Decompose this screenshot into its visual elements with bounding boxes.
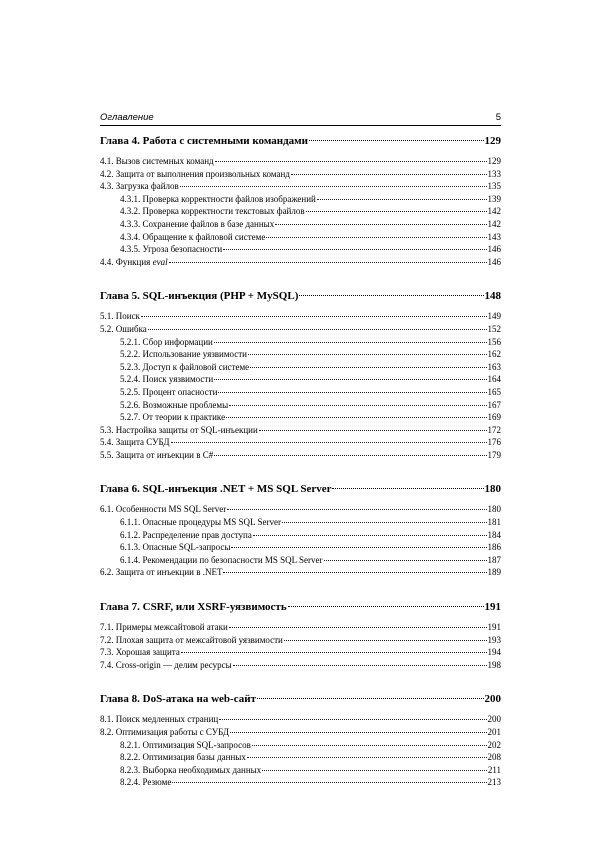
entry-page: 143 [487,231,501,242]
entry-label-text: 6.1. Особенности MS SQL Server [100,504,227,515]
chapter-page: 129 [484,135,501,147]
entry-page: 156 [487,336,501,347]
entry-page: 146 [487,256,501,267]
entry-label [120,206,305,216]
entry-label [120,232,265,242]
entry-label-text: 5.2.2. Использование уязвимости [120,349,247,360]
toc-section[interactable] [100,727,501,740]
entry-label-text: 6.1.3. Опасные SQL-запросы [120,542,231,553]
entry-label-text: 7.1. Примеры межсайтовой атаки [100,622,228,633]
chapter-title: Глава 5. SQL-инъекция (PHP + MySQL) [100,290,299,303]
entry-page: 146 [487,244,501,255]
entry-page: 184 [487,529,501,540]
entry-page: 189 [487,567,501,578]
chapter-heading[interactable] [100,693,501,711]
entry-label-text: 8.2. Оптимизация работы с СУБД [100,727,230,737]
chapter-block [100,483,501,580]
entry-page: 149 [487,311,501,322]
toc-subsection[interactable] [100,752,501,765]
entry-label [120,542,230,552]
dot-leader [233,665,487,666]
dot-leader [171,442,487,443]
entry-label-text: 5.2. Ошибка [100,323,147,334]
dot-leader [284,640,487,641]
toc-subsection[interactable] [100,542,501,555]
dot-leader [299,295,483,296]
entry-label-text: 4.3.5. Угроза безопасности [120,244,223,255]
entry-label-text: 4.3.3. Сохранение файлов в базе данных [120,218,275,229]
dot-leader [180,186,487,187]
dot-leader [215,161,487,162]
entry-label-emphasis: eval [152,256,168,267]
entry-label-text: 6.2. Защита от инъекции в .NET [100,567,223,578]
dot-leader [332,488,483,489]
dot-leader [169,262,487,263]
dot-leader [214,379,486,380]
toc-section[interactable] [100,257,501,270]
entry-page: 135 [487,181,501,192]
entry-label [120,337,213,347]
dot-leader [266,237,486,238]
entry-label [100,311,140,321]
entry-label-text: 6.1.1. Опасные процедуры MS SQL Server [120,517,281,528]
entry-label-text: 6.1.4. Рекомендации по безопасности MS SQL Server [120,554,323,565]
toc-section[interactable] [100,504,501,517]
entry-page: 129 [487,156,501,166]
chapter-block [100,693,501,790]
entry-page: 191 [487,622,501,633]
chapter-heading[interactable] [100,290,501,308]
dot-leader [223,572,486,573]
entry-label-text: 5.2.3. Доступ к файловой системе [120,361,250,372]
dot-leader [218,392,486,393]
entry-label [100,257,168,267]
entry-page: 164 [487,374,501,385]
entry-label [120,740,251,750]
toc-subsection[interactable] [100,349,501,362]
entry-page: 194 [487,647,501,658]
toc-subsection[interactable] [100,337,501,350]
toc-page [100,109,501,811]
entry-label [100,169,290,179]
entry-label-text: 8.2.1. Оптимизация SQL-запросов [120,739,251,750]
entry-label [100,567,222,577]
entry-label [100,156,214,166]
entry-page: 172 [487,424,501,435]
entry-page: 213 [487,777,501,788]
entry-label-text: 5.2.1. Сбор информации [120,336,213,347]
header-page-number: 5 [495,112,501,123]
entry-page: 165 [487,386,501,397]
dot-leader [309,140,484,141]
entry-page: 180 [487,504,501,515]
entry-label [100,437,170,447]
dot-leader [257,698,484,699]
toc-section[interactable] [100,660,501,673]
chapter-page: 148 [484,290,501,303]
entry-page: 193 [487,634,501,645]
table-of-contents [100,135,501,790]
dot-leader [214,342,487,343]
entry-label-text: 7.4. Cross-origin — делим ресурсы [100,659,232,670]
dot-leader [229,627,487,628]
toc-section[interactable] [100,324,501,337]
entry-label [120,194,316,204]
entry-label-text: 8.2.4. Резюме [120,777,172,788]
dot-leader [324,560,487,561]
toc-subsection[interactable] [100,412,501,425]
entry-label-text: 4.2. Защита от выполнения произвольных команд [100,168,290,179]
dot-leader [288,606,484,607]
entry-label [120,349,247,359]
dot-leader [214,455,486,456]
entry-page: 142 [487,218,501,229]
chapter-block [100,601,501,672]
entry-label [100,450,213,460]
entry-label [120,387,217,397]
entry-page: 179 [487,449,501,460]
dot-leader [282,522,487,523]
dot-leader [148,329,487,330]
entry-page: 200 [487,714,501,725]
dot-leader [247,757,487,758]
entry-label-text: 8.1. Поиск медленных страниц [100,714,219,725]
dot-leader [248,354,487,355]
entry-label [120,517,281,527]
chapter-page: 180 [484,483,501,496]
toc-subsection[interactable] [100,219,501,232]
entry-page: 186 [487,542,501,553]
toc-subsection[interactable] [100,387,501,400]
dot-leader [223,249,486,250]
chapter-heading[interactable] [100,601,501,619]
toc-section[interactable] [100,156,501,169]
toc-section[interactable] [100,567,501,580]
dot-leader [172,782,486,783]
chapter-title: Глава 7. CSRF, или XSRF-уязвимость [100,601,287,614]
entry-page: 202 [487,739,501,750]
toc-subsection[interactable] [100,400,501,413]
running-header [100,109,501,126]
chapter-heading[interactable] [100,135,501,153]
entry-page: 201 [487,727,501,737]
dot-leader [253,535,487,536]
entry-label-text: 6.1.2. Распределение прав доступа [120,529,252,540]
entry-label [120,374,213,384]
entry-label [100,727,229,737]
entry-label [120,219,274,229]
entry-label [100,647,180,657]
dot-leader [141,316,487,317]
dot-leader [227,509,486,510]
entry-page: 211 [487,764,501,775]
entry-label [100,635,283,645]
entry-label-text: 5.2.6. Возможные проблемы [120,399,229,410]
toc-subsection[interactable] [100,194,501,207]
dot-leader [317,199,487,200]
toc-subsection[interactable] [100,362,501,375]
entry-label [120,412,225,422]
dot-leader [229,405,486,406]
chapter-title: Глава 4. Работа с системными командами [100,135,308,147]
entry-label [120,765,261,775]
entry-page: 133 [487,168,501,179]
entry-label-text: 7.3. Хорошая защита [100,647,180,658]
entry-label-text: 8.2.3. Выборка необходимых данных [120,764,262,775]
entry-label-text: 5.3. Настройка защиты от SQL-инъекции [100,424,258,435]
entry-label [100,622,228,632]
toc-section[interactable] [100,635,501,648]
entry-label [100,425,258,435]
toc-subsection[interactable] [100,765,501,778]
entry-page: 139 [487,193,501,204]
header-title: Оглавление [100,112,154,123]
dot-leader [219,719,486,720]
entry-page: 181 [487,517,501,528]
toc-section[interactable] [100,450,501,463]
toc-section[interactable] [100,622,501,635]
entry-label [120,530,252,540]
entry-label-text: 4.3.2. Проверка корректности текстовых файлов [120,206,305,217]
toc-section[interactable] [100,425,501,438]
entry-label-text: 7.2. Плохая защита от межсайтовой уязвимости [100,634,283,645]
entry-label-text: 5.2.5. Процент опасности [120,386,218,397]
entry-label [100,181,179,191]
chapter-heading[interactable] [100,483,501,501]
dot-leader [262,770,487,771]
entry-page: 187 [487,554,501,565]
entry-page: 176 [487,437,501,448]
chapter-title: Глава 6. SQL-инъекция .NET + MS SQL Server [100,483,332,496]
toc-subsection[interactable] [100,740,501,753]
dot-leader [250,367,486,368]
entry-label-text: 8.2.2. Оптимизация базы данных [120,752,246,763]
entry-page: 167 [487,399,501,410]
dot-leader [181,652,487,653]
toc-subsection[interactable] [100,517,501,530]
entry-page: 152 [487,323,501,334]
entry-page: 208 [487,752,501,763]
toc-section[interactable] [100,169,501,182]
entry-page: 142 [487,206,501,217]
chapter-page: 200 [484,693,501,706]
toc-subsection[interactable] [100,530,501,543]
toc-section[interactable] [100,181,501,194]
dot-leader [252,745,487,746]
dot-leader [230,732,486,733]
entry-label-text: 4.4. Функция [100,256,153,267]
entry-label-text: 5.5. Защита от инъекции в C# [100,449,214,460]
entry-label [100,324,147,334]
toc-subsection[interactable] [100,777,501,790]
entry-page: 162 [487,349,501,360]
entry-label [120,362,249,372]
chapter-block [100,135,501,269]
toc-section[interactable] [100,714,501,727]
toc-subsection[interactable] [100,374,501,387]
chapter-title: Глава 8. DoS-атака на web-сайт [100,693,256,706]
chapter-page: 191 [484,601,501,614]
dot-leader [226,417,486,418]
entry-label-text: 4.3.4. Обращение к файловой системе [120,231,266,242]
entry-label [120,244,222,254]
toc-subsection[interactable] [100,206,501,219]
entry-page: 198 [487,659,501,670]
dot-leader [306,211,487,212]
entry-label [120,752,246,762]
entry-label [120,400,228,410]
toc-section[interactable] [100,311,501,324]
entry-label-text: 4.3. Загрузка файлов [100,181,179,192]
entry-label [100,714,218,724]
chapter-block [100,290,501,462]
toc-section[interactable] [100,647,501,660]
entry-label [120,777,171,787]
toc-subsection[interactable] [100,555,501,568]
dot-leader [231,547,486,548]
entry-page: 163 [487,361,501,372]
entry-label-text: 4.3.1. Проверка корректности файлов изображений [120,193,316,204]
entry-label-text: 4.1. Вызов системных команд [100,156,214,166]
entry-label-text: 5.1. Поиск [100,311,140,322]
entry-label [100,660,232,670]
dot-leader [291,174,487,175]
entry-page: 169 [487,412,501,423]
toc-subsection[interactable] [100,244,501,257]
entry-label-text: 5.2.4. Поиск уязвимости [120,374,214,385]
entry-label [120,555,323,565]
entry-label-text: 5.2.7. От теории к практике [120,412,226,423]
dot-leader [275,224,486,225]
dot-leader [259,430,487,431]
entry-label-text: 5.4. Защита СУБД [100,437,170,448]
toc-section[interactable] [100,437,501,450]
entry-label [100,504,226,514]
toc-subsection[interactable] [100,232,501,245]
